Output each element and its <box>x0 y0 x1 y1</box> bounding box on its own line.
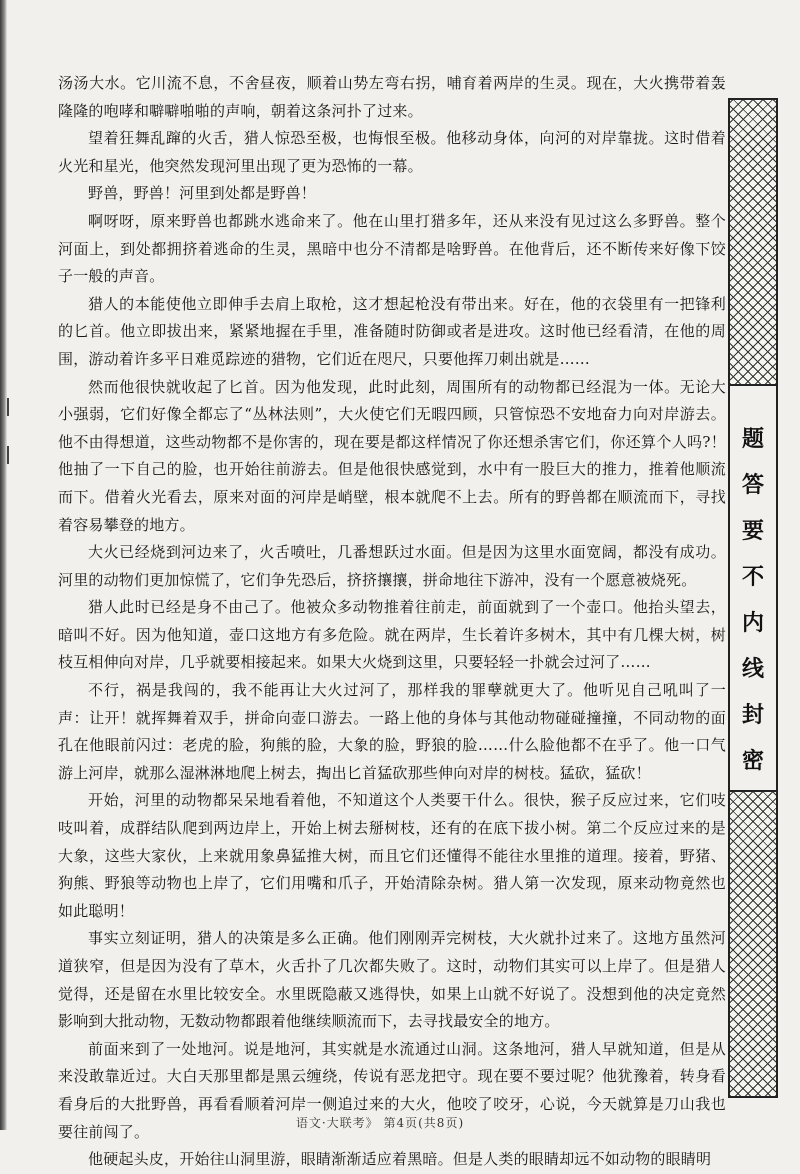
seal-char: 内 <box>741 610 764 636</box>
seal-char: 题 <box>741 426 764 452</box>
seal-char: 密 <box>741 748 764 774</box>
paragraph: 啊呀呀，原来野兽也都跳水逃命来了。他在山里打猎多年，还从来没有见过这么多野兽。整个河面上，到处都拥挤着逃命的生灵，黑暗中也分不清都是啥野兽。在他背后，还不断传来好像下饺子一般的声音。 <box>58 211 726 286</box>
seal-char: 不 <box>741 564 764 590</box>
paragraph: 然而他很快就收起了匕首。因为他发现，此时此刻，周围所有的动物都已经混为一体。无论大小强弱，它们好像全都忘了“丛林法则”，大火使它们无暇四顾，只管惊恐不安地奋力向对岸游去。他不由得想道，这些动物都不是你害的，现在要是都这样情况了你还想杀害它们，你还算个人吗?！他抽了一下自己的脸，也开始往前游去。但是他很快感觉到，水中有一股巨大的推力，推着他顺流而下。借着火光看去，原来对面的河岸是峭壁，根本就爬不上去。所有的野兽都在顺流而下，寻找着容易攀登的地方。 <box>58 377 726 534</box>
paragraph: 前面来到了一处地河。说是地河，其实就是水流通过山洞。这条地河，猎人早就知道，但是从来没敢靠近过。大白天那里都是黑云缠绕，传说有恶龙把守。现在要不要过呢？他犹豫着，转身看看身后的大批野兽，再看看顺着河岸一侧追过来的大火，他咬了咬牙，心说，今天就算是刀山我也要往前闯了。 <box>58 1039 726 1141</box>
hatched-panel-bottom <box>728 790 778 1098</box>
seal-char: 要 <box>741 518 764 544</box>
page-left-edge <box>0 0 7 1130</box>
seal-char: 答 <box>741 472 764 498</box>
paragraph: 猎人的本能使他立即伸手去肩上取枪，这才想起枪没有带出来。好在，他的衣袋里有一把锋利的匕首。他立即拔出来，紧紧地握在手里，准备随时防御或者是进攻。这时他已经看清，在他的周围，游动着许多平日难觅踪迹的猎物，它们近在咫尺，只要他挥刀刺出就是…… <box>58 294 726 368</box>
binding-mark <box>7 446 14 464</box>
paragraph: 事实立刻证明，猎人的决策是多么正确。他们刚刚弄完树枝，大火就扑过来了。这地方虽然河道狭窄，但是因为没有了草木，火舌扑了几次都失败了。这时，动物们其实可以上岸了。但是猎人觉得，还是留在水里比较安全。水里既隐蔽又逃得快，如果上山就不好说了。没想到他的决定竟然影响到大批动物，无数动物都跟着他继续顺流而下，去寻找最安全的地方。 <box>58 929 726 1031</box>
paragraph: 开始，河里的动物都呆呆地看着他，不知道这个人类要干什么。很快，猴子反应过来，它们吱吱叫着，成群结队爬到两边岸上，开始上树去掰树枝，还有的在底下拔小树。第二个反应过来的是大象，这些大家伙，上来就用象鼻猛推大树，而且它们还懂得不能往水里推的道理。接着，野猪、狗熊、野狼等动物也上岸了，它们用嘴和爪子，开始清除杂树。猎人第一次发现，原来动物竟然也如此聪明！ <box>58 791 726 920</box>
paragraph: 猎人此时已经是身不由己了。他被众多动物推着往前走，前面就到了一个壶口。他抬头望去，暗叫不好。因为他知道，壶口这地方有多危险。就在两岸，生长着许多树木，其中有几棵大树，树枝互相伸向对岸，几乎就要相接起来。如果大火烧到这里，只要轻轻一扑就会过河了…… <box>58 598 726 672</box>
seal-char: 线 <box>741 656 764 682</box>
paragraph: 他硬起头皮，开始往山洞里游，眼睛渐渐适应着黑暗。但是人类的眼睛却远不如动物的眼睛明 <box>88 1150 712 1169</box>
hatched-panel-top <box>728 98 778 386</box>
seal-char: 封 <box>741 702 764 728</box>
paragraph: 大火已经烧到河边来了，火舌喷吐，几番想跃过水面。但是因为这里水面宽阔，都没有成功。河里的动物们更加惊慌了，它们争先恐后，挤挤攘攘，拼命地往下游冲，没有一个愿意被烧死。 <box>58 543 726 589</box>
paragraph: 不行，祸是我闯的，我不能再让大火过河了，那样我的罪孽就更大了。他听见自己吼叫了一声：让开！就挥舞着双手，拼命向壶口游去。一路上他的身体与其他动物碰碰撞撞，不同动物的面孔在他眼前闪过：老虎的脸，狗熊的脸，大象的脸，野狼的脸……什么脸他都不在乎了。他一口气游上河岸，就那么湿淋淋地爬上树去，掏出匕首猛砍那些伸向对岸的树枝。猛砍，猛砍！ <box>58 681 726 782</box>
paragraph: 汤汤大水。它川流不息，不舍昼夜，顺着山势左弯右拐，哺育着两岸的生灵。现在，大火携带着轰隆隆的咆哮和噼噼啪啪的声响，朝着这条河扑了过来。 <box>58 74 726 120</box>
binding-mark <box>7 398 14 416</box>
seal-text-column <box>728 386 778 790</box>
paragraph: 野兽，野兽！河里到处都是野兽！ <box>88 184 317 203</box>
page-footer: 语文·大联考》 第4页(共8页) <box>295 1116 465 1130</box>
paragraph: 望着狂舞乱蹿的火舌，猎人惊恐至极，也悔恨至极。他移动身体，向河的对岸靠拢。这时借着火光和星光，他突然发现河里出现了更为恐怖的一幕。 <box>58 129 726 175</box>
story-text <box>58 70 726 1174</box>
seal-line-strip <box>728 98 778 1098</box>
